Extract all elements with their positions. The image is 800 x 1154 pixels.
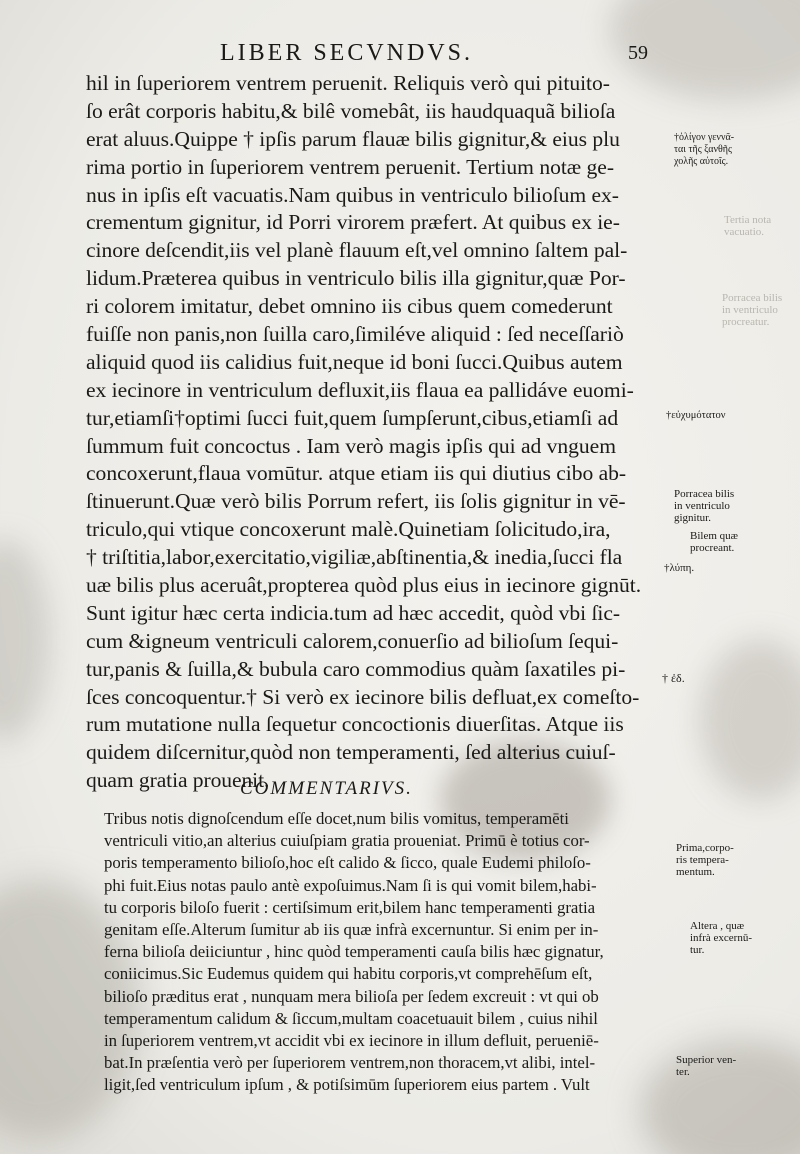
margin-note-line: Altera , quæ (690, 920, 745, 932)
commentary-line: poris temperamento bilioſo,hoc eſt calido & ſicco, quale Eudemi philoſo- (104, 853, 591, 873)
running-head: LIBER SECVNDVS. (220, 40, 474, 66)
main-text-line: tur,panis & ſuilla,& bubula caro commodius quàm ſaxatiles pi- (86, 656, 626, 681)
margin-note-line: Prima,corpo- (676, 842, 734, 854)
margin-note-bilem (690, 530, 738, 554)
margin-note-line: † ἐδ. (662, 671, 685, 685)
main-text-line: lidum.Præterea quibus in ventriculo bilis illa gignitur,quæ Por- (86, 266, 626, 291)
commentary-line: ventriculi vitio,an alterius cuiuſpiam gratia proueniat. Primū è totius cor- (104, 831, 590, 851)
main-text-line: crementum gignitur, id Porri virorem præfert. At quibus ex ie- (86, 210, 620, 235)
commentary-heading: COMMENTARIVS. (240, 778, 413, 799)
margin-note-greek-1 (674, 132, 734, 168)
commentary-line: bilioſo præditus erat , nunquam mera bilioſa per ſedem excreuit : vt qui ob (104, 986, 599, 1006)
margin-note-line: procreant. (690, 542, 735, 554)
margin-note-line: in ventriculo (674, 500, 730, 512)
main-text-line: ri colorem imitatur, debet omnino iis cibus quem comederunt (86, 294, 613, 319)
page-header (60, 36, 740, 66)
margin-note-line: †λύπη. (664, 562, 695, 574)
margin-note-line: Porracea bilis (674, 488, 735, 500)
commentary-line: coniicimus.Sic Eudemus quidem qui habitu corporis,vt comprehēſum eſt, (104, 964, 593, 984)
stain-left-edge (0, 540, 50, 740)
main-text-line: ſummum fuit concoctus . Iam verò magis ipſis qui ad vnguem (86, 433, 616, 458)
margin-note-faint-2 (722, 292, 782, 328)
commentary-line: ligit,ſed ventriculum ipſum , & potiſsimūm ſuperiorem eius partem . Vult (104, 1075, 590, 1095)
main-text-line: aliquid quod iis calidius fuit,neque id boni ſucci.Quibus autem (86, 349, 623, 374)
margin-note-greek-2 (666, 410, 726, 422)
folio-number: 59 (628, 42, 648, 64)
main-text-line: quidem diſcernitur,quòd non temperamenti, ſed alterius cuiuſ- (86, 740, 616, 765)
margin-note-greek-3 (664, 562, 694, 574)
main-text-line: cinore deſcendit,iis vel planè flauum eſt,vel omnino ſaltem pal- (86, 238, 628, 263)
margin-note-line: infrà excernū- (690, 932, 752, 944)
margin-note-line: ται τῆς ξανθῆς (674, 144, 732, 155)
margin-note-line: χολῆς αὐτοῖς. (674, 156, 729, 167)
commentary-line: genitam eſſe.Alterum ſumitur ab iis quæ infrà excernuntur. Si enim per in- (104, 919, 599, 939)
margin-note-line: Tertia nota (724, 214, 772, 226)
main-text-block (86, 70, 666, 795)
main-text-line: † triſtitia,labor,exercitatio,vigiliæ,abſtinentia,& inedia,ſucci fla (86, 545, 623, 570)
margin-note-line: Bilem quæ (690, 530, 738, 542)
margin-note-line: †εὐχυμότατον (666, 410, 726, 421)
main-text-line: uæ bilis plus aceruât,propterea quòd plus eius in iecinore gignūt. (86, 573, 642, 598)
commentary-line: phi fuit.Eius notas paulo antè expoſuimus.Nam ſi is qui vomit bilem,habi- (104, 875, 597, 895)
margin-note-line: Superior ven- (676, 1054, 737, 1066)
margin-note-porracea (674, 488, 734, 524)
main-text-line: ſo erât corporis habitu,& bilê vomebât, iis haudquaquã bilioſa (86, 98, 616, 123)
commentary-line: ferna bilioſa deiiciuntur , hinc quòd temperamenti cauſa bilis hæc gignatur, (104, 942, 604, 962)
main-text-line: ſtinuerunt.Quæ verò bilis Porrum refert, iis ſolis gignitur in vē- (86, 489, 626, 514)
margin-note-line: †ὀλίγον γεννᾶ- (674, 132, 735, 143)
margin-note-line: in ventriculo (722, 304, 778, 316)
margin-note-altera (690, 920, 752, 956)
main-text-line: erat aluus.Quippe † ipſis parum flauæ bilis gignitur,& eius plu (86, 126, 620, 151)
commentary-text-block (104, 808, 664, 1096)
margin-note-faint-1 (724, 214, 771, 238)
margin-note-prima (676, 842, 734, 878)
margin-note-line: vacuatio. (724, 226, 765, 238)
margin-note-line: gignitur. (674, 512, 711, 524)
margin-note-line: ris tempera- (676, 854, 729, 866)
main-text-line: hil in ſuperiorem ventrem peruenit. Reliquis verò qui pituito- (86, 71, 610, 95)
commentary-line: Tribus notis dignoſcendum eſſe docet,num bilis vomitus, temperamēti (104, 809, 569, 828)
margin-note-line: procreatur. (722, 316, 770, 328)
margin-note-superior (676, 1054, 736, 1078)
commentary-line: bat.In præſentia verò per ſuperiorem ventrem,non thoracem,vt alibi, intel- (104, 1053, 596, 1073)
stain-right-mid (700, 640, 800, 800)
main-text-line: concoxerunt,flaua vomūtur. atque etiam iis qui diutius cibo ab- (86, 461, 627, 486)
margin-note-line: ter. (676, 1066, 690, 1078)
main-text-line: ex iecinore in ventriculum defluxit,iis flaua ea pallidáve euomi- (86, 377, 634, 402)
margin-note-line: mentum. (676, 866, 715, 878)
main-text-line: rum mutatione nulla ſequetur concoctionis diuerſitas. Atque iis (86, 712, 624, 737)
main-text-line: nus in ipſis eſt vacuatis.Nam quibus in ventriculo bilioſum ex- (86, 182, 619, 207)
commentary-line: temperamentum calidum & ſiccum,multam coacetuauit bilem , cuius nihil (104, 1008, 598, 1028)
main-text-line: tur,etiamſi†optimi ſucci fuit,quem ſumpſerunt,cibus,etiamſi ad (86, 405, 619, 430)
main-text-line: cum &igneum ventriculi calorem,conuerſio ad bilioſum ſequi- (86, 628, 619, 653)
main-text-line: rima portio in ſuperiorem ventrem peruenit. Tertium notæ ge- (86, 154, 615, 179)
margin-note-line: tur. (690, 944, 705, 956)
main-text-line: fuiſſe non panis,non ſuilla caro,ſimiléve aliquid : ſed neceſſariò (86, 322, 624, 347)
main-text-line: Sunt igitur hæc certa indicia.tum ad hæc accedit, quòd vbi ſic- (86, 600, 621, 625)
main-text-line: quam gratia prouenit. (86, 768, 270, 793)
main-text-line: triculo,qui vtique concoxerunt malè.Quinetiam ſolicitudo,ira, (86, 517, 611, 542)
margin-note-line: Porracea bilis (722, 292, 783, 304)
margin-note-tad (662, 672, 685, 684)
commentary-line: in ſuperiorem ventrem,vt accidit vbi ex iecinore in illum defluit, perueniē- (104, 1030, 599, 1050)
commentary-line: tu corporis biloſo fuerit : certiſsimum erit,bilem hanc temperamenti gratia (104, 897, 596, 917)
main-text-line: ſces concoquentur.† Si verò ex iecinore bilis defluat,ex comeſto- (86, 684, 640, 709)
